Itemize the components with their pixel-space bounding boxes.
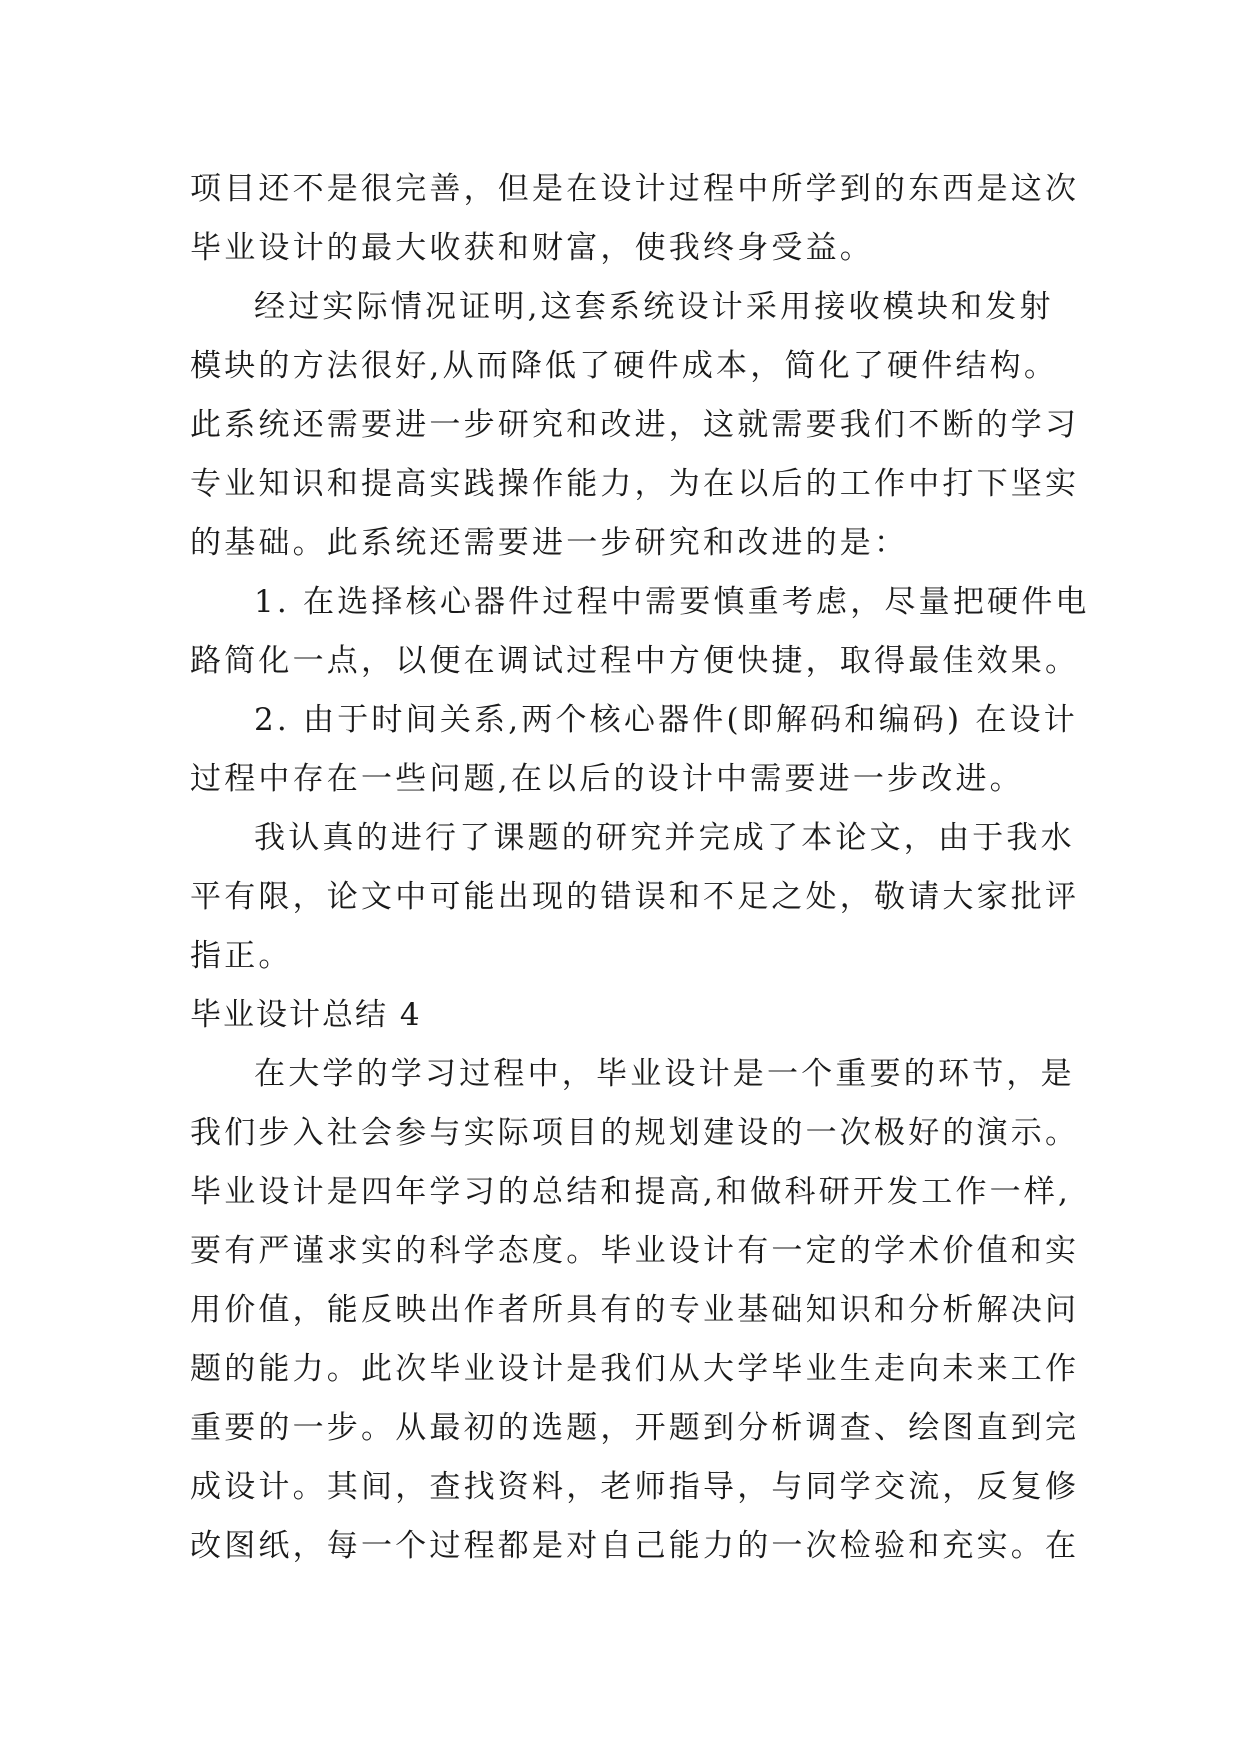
text-line: 用价值，能反映出作者所具有的专业基础知识和分析解决问: [190, 1292, 1080, 1328]
text-line: 过程中存在一些问题,在以后的设计中需要进一步改进。: [190, 761, 1024, 797]
document-body: [190, 160, 1090, 1576]
text-line: 此系统还需要进一步研究和改进，这就需要我们不断的学习: [190, 407, 1080, 443]
text-line: 路简化一点，以便在调试过程中方便快捷，取得最佳效果。: [190, 643, 1080, 679]
text-line: 专业知识和提高实践操作能力，为在以后的工作中打下坚实: [190, 466, 1080, 502]
text-line: 毕业设计的最大收获和财富，使我终身受益。: [190, 230, 874, 266]
list-item-1: 1. 在选择核心器件过程中需要慎重考虑，尽量把硬件电: [254, 584, 1090, 620]
section-heading: 毕业设计总结 4: [190, 997, 422, 1033]
text-line: 项目还不是很完善，但是在设计过程中所学到的东西是这次: [190, 171, 1080, 207]
text-line: 指正。: [190, 938, 293, 974]
list-item-2: 2. 由于时间关系,两个核心器件(即解码和编码) 在设计: [254, 702, 1078, 738]
text-line: 模块的方法很好,从而降低了硬件成本，简化了硬件结构。: [190, 348, 1059, 384]
paragraph-start: 我认真的进行了课题的研究并完成了本论文，由于我水: [254, 820, 1075, 856]
paragraph-start: 经过实际情况证明,这套系统设计采用接收模块和发射: [254, 289, 1054, 325]
text-line: 毕业设计是四年学习的总结和提高,和做科研开发工作一样,: [190, 1174, 1072, 1210]
text-line: 平有限，论文中可能出现的错误和不足之处，敬请大家批评: [190, 879, 1080, 915]
paragraph-start: 在大学的学习过程中，毕业设计是一个重要的环节，是: [254, 1056, 1075, 1092]
text-line: 成设计。其间，查找资料，老师指导，与同学交流，反复修: [190, 1469, 1080, 1505]
text-line: 改图纸，每一个过程都是对自己能力的一次检验和充实。在: [190, 1528, 1080, 1564]
text-line: 重要的一步。从最初的选题，开题到分析调查、绘图直到完: [190, 1410, 1080, 1446]
text-line: 我们步入社会参与实际项目的规划建设的一次极好的演示。: [190, 1115, 1080, 1151]
text-line: 题的能力。此次毕业设计是我们从大学毕业生走向未来工作: [190, 1351, 1080, 1387]
text-line: 的基础。此系统还需要进一步研究和改进的是：: [190, 525, 909, 561]
text-line: 要有严谨求实的科学态度。毕业设计有一定的学术价值和实: [190, 1233, 1080, 1269]
